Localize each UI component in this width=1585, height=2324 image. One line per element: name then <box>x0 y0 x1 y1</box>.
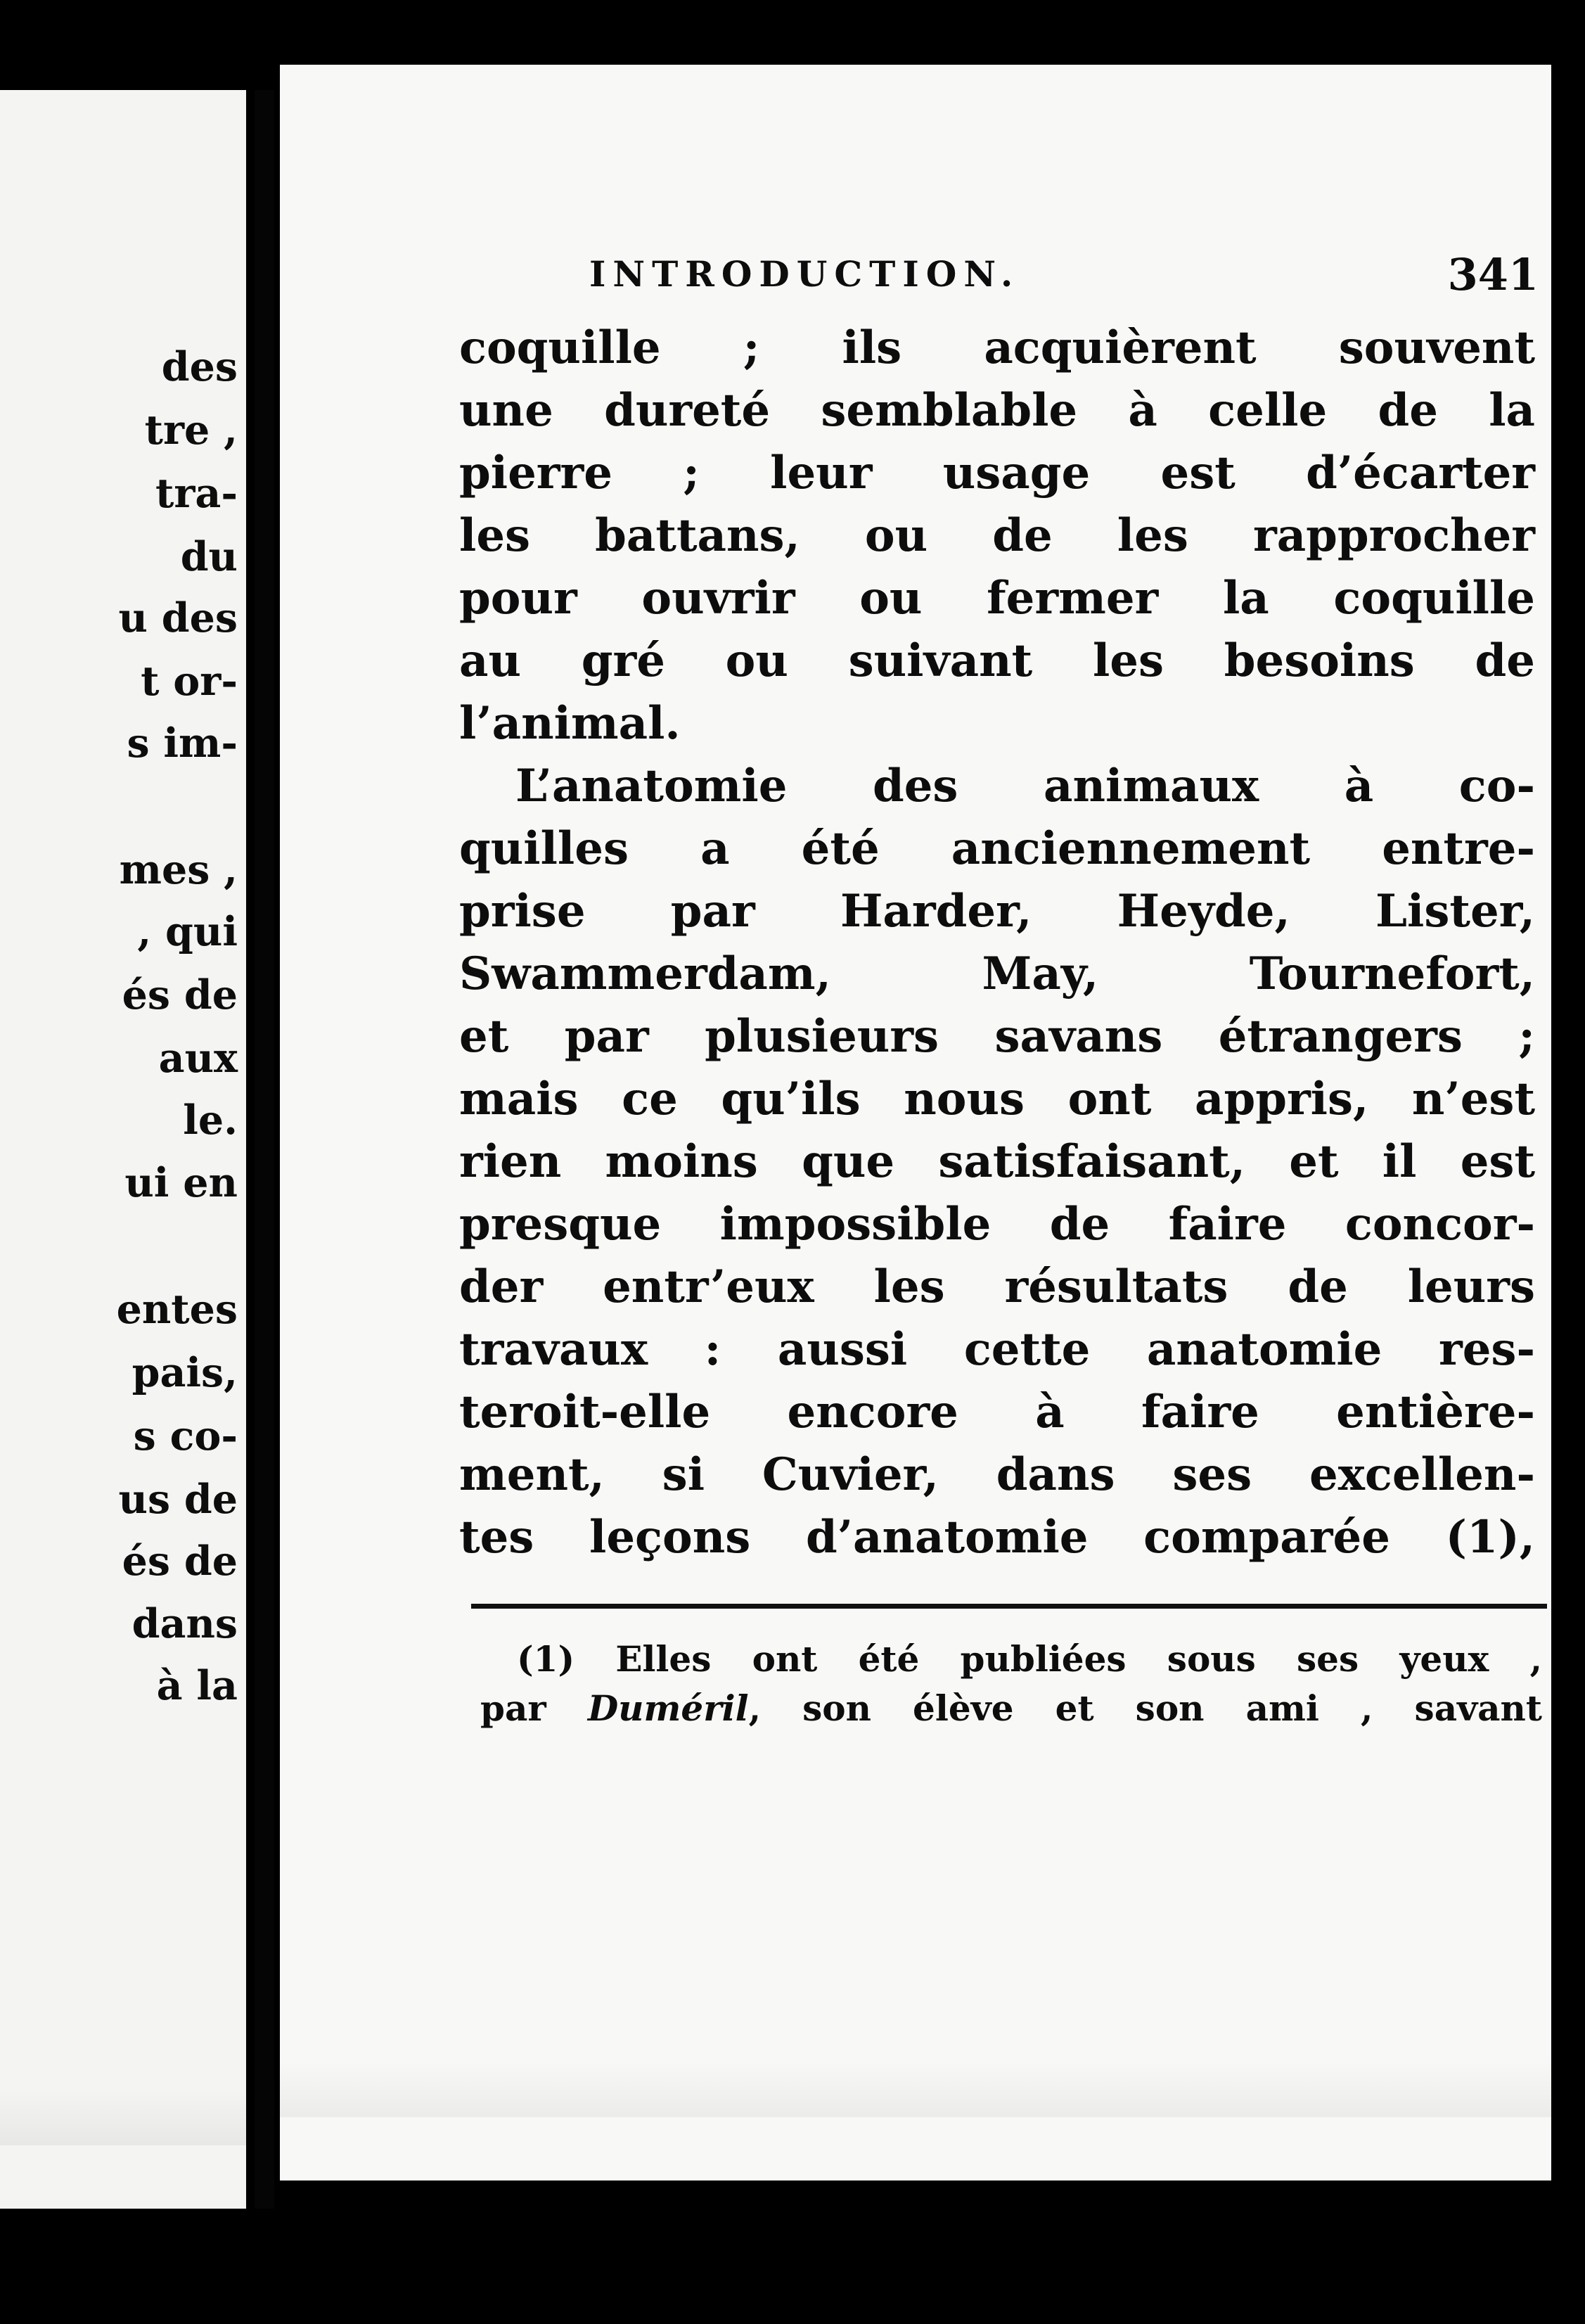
gutter-shadow <box>255 90 274 2209</box>
page-header <box>589 249 1539 317</box>
text-line: les battans, ou de les rapprocher <box>459 509 1535 562</box>
left-fragment: dans <box>131 1600 238 1647</box>
text-line: pierre ; leur usage est d’écarter <box>459 447 1535 499</box>
text-line: l’animal. <box>459 697 681 750</box>
page-shadow <box>0 2089 246 2145</box>
footnote-suffix: , son élève et son ami , savant <box>748 1687 1542 1729</box>
left-fragment: tre , <box>144 407 238 454</box>
left-fragment: entes <box>116 1286 238 1333</box>
text-line: rien moins que satisfaisant, et il est <box>459 1135 1535 1188</box>
text-line: coquille ; ils acquièrent souvent <box>459 321 1535 374</box>
left-fragment: t or- <box>141 658 238 705</box>
page-number: 341 <box>1447 249 1539 300</box>
left-fragment: à la <box>156 1662 238 1709</box>
left-fragment: s im- <box>127 720 238 767</box>
left-page <box>0 90 246 2209</box>
left-page-text-fragments <box>0 90 246 2209</box>
left-fragment: és de <box>122 971 238 1019</box>
text-line: tes leçons d’anatomie comparée (1), <box>459 1511 1535 1564</box>
left-fragment: mes , <box>119 846 238 893</box>
right-page <box>280 65 1551 2181</box>
body-text <box>459 317 1535 1569</box>
left-fragment: s co- <box>133 1412 238 1460</box>
text-line: ment, si Cuvier, dans ses excellen- <box>459 1448 1535 1501</box>
text-line: et par plusieurs savans étrangers ; <box>459 1010 1535 1063</box>
text-line: prise par Harder, Heyde, Lister, <box>459 885 1535 938</box>
left-fragment: ui en <box>124 1159 238 1206</box>
footnote-line <box>480 1684 1542 1733</box>
text-line: pour ouvrir ou fermer la coquille <box>459 572 1535 625</box>
footnote-prefix: par <box>480 1687 588 1729</box>
left-fragment: u des <box>118 594 238 641</box>
text-line: travaux : aussi cette anatomie res- <box>459 1323 1535 1376</box>
text-line: quilles a été anciennement entre- <box>459 822 1535 875</box>
text-line: presque impossible de faire concor- <box>459 1198 1535 1251</box>
footnote-name: Duméril <box>587 1687 749 1729</box>
text-line: une dureté semblable à celle de la <box>459 384 1535 437</box>
text-line: Swammerdam, May, Tournefort, <box>459 947 1535 1000</box>
text-line: teroit-elle encore à faire entière- <box>459 1386 1535 1438</box>
footnote-rule <box>471 1604 1547 1609</box>
left-fragment: du <box>180 533 238 580</box>
left-fragment: us de <box>118 1476 238 1523</box>
page-shadow <box>280 2061 1551 2117</box>
text-line: au gré ou suivant les besoins de <box>459 634 1535 687</box>
left-fragment: pais, <box>131 1349 238 1396</box>
text-line: L’anatomie des animaux à co- <box>515 760 1535 812</box>
left-fragment: és de <box>122 1538 238 1585</box>
footnote <box>480 1635 1542 1733</box>
left-fragment: des <box>161 343 238 390</box>
left-fragment: le. <box>183 1097 238 1144</box>
left-fragment: aux <box>158 1035 238 1082</box>
left-fragment: tra- <box>155 470 238 517</box>
running-title: INTRODUCTION. <box>589 253 1020 295</box>
left-fragment: , qui <box>137 908 238 955</box>
text-line: mais ce qu’ils nous ont appris, n’est <box>459 1073 1535 1125</box>
footnote-line: (1) Elles ont été publiées sous ses yeux , <box>517 1638 1542 1680</box>
text-line: der entr’eux les résultats de leurs <box>459 1260 1535 1313</box>
